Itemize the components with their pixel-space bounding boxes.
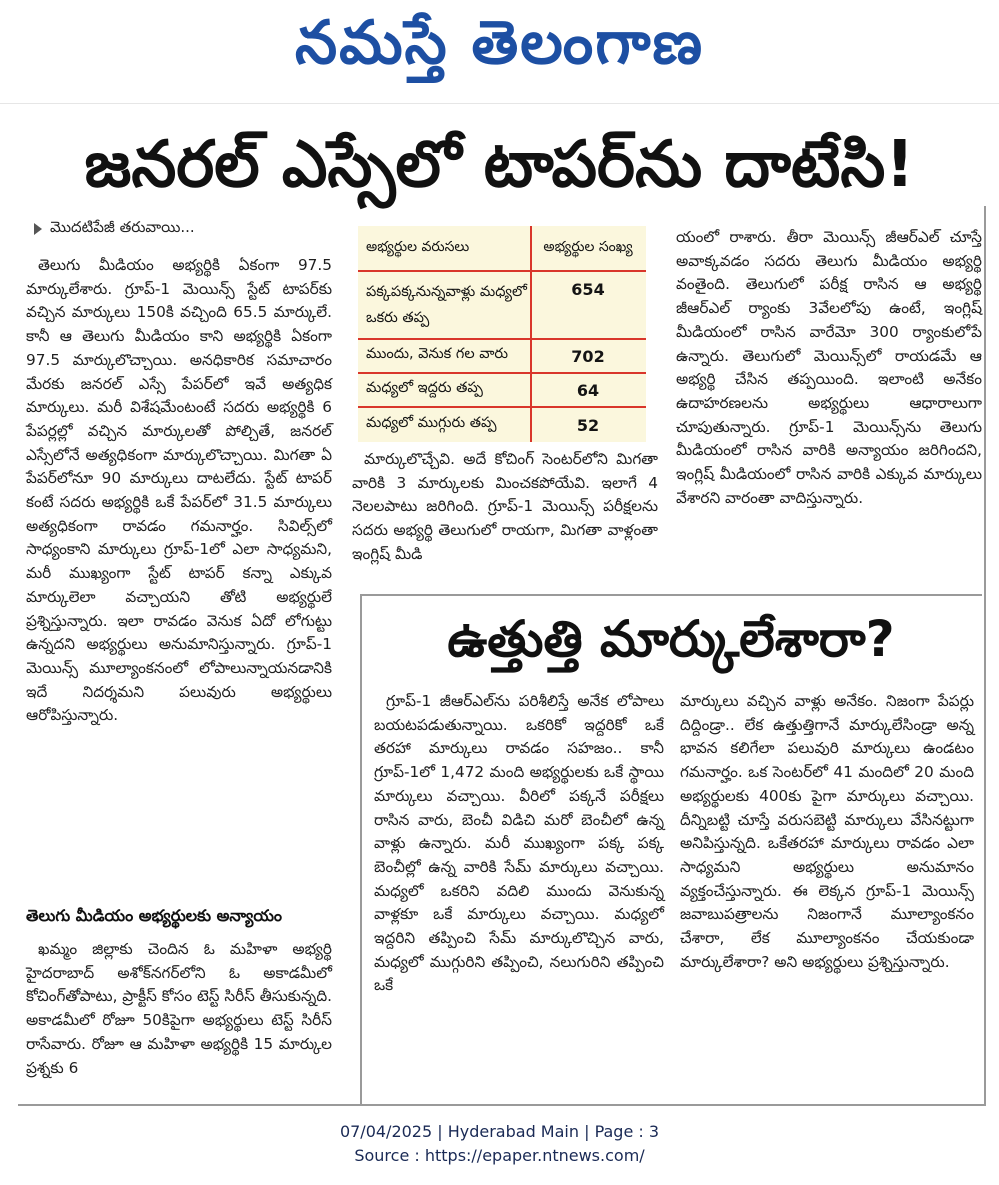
paragraph: యంలో రాశారు. తీరా మెయిన్స్ జీఆర్‌ఎల్ చూస్తే అవాక్కవడం సదరు తెలుగు మీడియం అభ్యర్థి వంతైంది. తెలుగులో పరీక్ష రాసిన ఆ అభ్యర్థి జీఆర్‌ఎల్ ర్యాంకు 3వేలలోపు ఉంటే, ఇంగ్లిష్ మీడియంలో రాసిన వారేమో 300 ర్యాంకులోపే ఉన్నారు. తెలుగులో మెయిన్స్‌లో రాయడమే ఆ అభ్యర్థి చేసిన తప్పయింది. ఇలాంటి అనేకం ఉదాహరణలను అభ్యర్థులు ఆధారాలుగా చూపుతున్నారు. గ్రూప్-1 మెయిన్స్‌ను తెలుగు మీడియంలో రాసిన వారికి అన్యాయం జరిగిందని, ఇంగ్లిష్ మీడియంలో రాసిన వారికి ఎక్కువ మార్కులు వేశారని వారంతా వాదిస్తున్నారు. bbox=[676, 228, 982, 507]
table-row-value: 64 bbox=[576, 380, 600, 400]
table-row-label: ముందు, వెనుక గల వారు bbox=[366, 346, 509, 362]
article-column-1 bbox=[26, 254, 332, 728]
kicker-text: మొదటిపేజీ తరువాయి... bbox=[50, 218, 195, 236]
sidebar-column-1 bbox=[374, 690, 664, 998]
table-column-divider bbox=[530, 226, 532, 442]
paragraph: మార్కులొచ్చేవి. అదే కోచింగ్ సెంటర్‌లోని మిగతా వారికి 3 మార్కులకు మించకపోయేవి. ఇలాగే 4 నెలలపాటు జరిగింది. గ్రూప్-1 మెయిన్స్ పరీక్షలను సదరు అభ్యర్థి తెలుగులో రాయగా, మిగతా వాళ్లంతా ఇంగ్లిష్ మీడి bbox=[352, 450, 658, 563]
candidates-table bbox=[358, 226, 646, 442]
paragraph: మార్కులు వచ్చిన వాళ్లు అనేకం. నిజంగా పేపర్లు దిద్దిండ్రా.. లేక ఉత్తుత్తిగానే మార్కులేసిండ్రా అన్న భావన కలిగేలా పలువురి మార్కులు ఉండటం గమనార్హం. ఒక సెంటర్‌లో 41 మందిలో 20 మంది అభ్యర్థులకు 400కు పైగా మార్కులు వచ్చాయి. దీన్నిబట్టి చూస్తే వరుసబెట్టి మార్కులు వేసినట్టుగా అనిపిస్తున్నది. ఒకేతరహా మార్కులు రావడం ఎలా సాధ్యమని అభ్యర్థులు అనుమానం వ్యక్తంచేస్తున్నారు. ఈ లెక్కన గ్రూప్-1 మెయిన్స్ జవాబుపత్రాలను నిజంగానే మూల్యాంకనం చేశారా, లేక మూల్యాంకనం చేయకుండా మార్కులేశారా? అని అభ్యర్థులు ప్రశ్నిస్తున్నారు. bbox=[680, 692, 974, 971]
masthead-divider bbox=[0, 103, 999, 104]
table-row bbox=[358, 272, 646, 338]
table-row-label: మధ్యలో ముగ్గురు తప్ప bbox=[366, 415, 497, 431]
paragraph: గ్రూప్-1 జీఆర్‌ఎల్‌ను పరిశీలిస్తే అనేక లోపాలు బయటపడుతున్నాయి. ఒకరికో ఇద్దరికో ఒకే తరహా మార్కులు రావడం సహజం.. కానీ గ్రూప్-1లో 1,472 మంది అభ్యర్థులకు ఒకే స్థాయి మార్కులు వచ్చాయి. వీరిలో పక్కనే పరీక్షలు రాసిన వారు, బెంచీ విడిచి మరో బెంచీలో ఉన్న వాళ్లు ఉన్నారు. మరీ ముఖ్యంగా పక్క పక్క బెంచీల్లో ఉన్న వారికి సేమ్ మార్కులు వచ్చాయి. మధ్యలో ఒకరిని వదిలి ముందు వెనుకున్న వాళ్లకూ ఒకే మార్కులు వచ్చాయి. మధ్యలో ఇద్దరిని తప్పించి సేమ్ మార్కులొచ్చిన వారు, మధ్యలో ముగ్గురిని తప్పించి, నలుగురిని తప్పించి ఒకే bbox=[374, 692, 664, 995]
masthead bbox=[0, 0, 999, 100]
table-row-value: 654 bbox=[571, 280, 605, 299]
table-header-label: అభ్యర్థుల వరుసలు bbox=[366, 238, 470, 255]
article-column-2 bbox=[352, 448, 658, 567]
table-row-label: పక్కపక్కనున్నవాళ్లు మధ్యలో ఒకరు తప్ప bbox=[366, 284, 527, 326]
table-row bbox=[358, 374, 646, 406]
table-header-value: అభ్యర్థుల సంఖ్య bbox=[543, 238, 633, 255]
section-subheading: తెలుగు మీడియం అభ్యర్థులకు అన్యాయం bbox=[26, 906, 283, 925]
table-row-value: 52 bbox=[576, 415, 600, 435]
paragraph: తెలుగు మీడియం అభ్యర్థికి ఏకంగా 97.5 మార్కులేశారు. గ్రూప్-1 మెయిన్స్ స్టేట్ టాపర్‌కు వచ్చిన మార్కులు 150కి వచ్చింది 65.5 మార్కులే. కానీ ఆ తెలుగు మీడియం కాని అభ్యర్థికి ఏకంగా 97.5 మార్కులొచ్చాయి. అనధికారిక సమాచారం మేరకు జనరల్ ఎస్సే పేపర్‌లో ఇవే అత్యధిక మార్కులు. మరీ విశేషమేంటంటే సదరు అభ్యర్థికి 6 పేపర్లల్లో వచ్చిన మార్కులతో పోల్చితే, జనరల్ ఎస్సేలోనే అత్యధికంగా మార్కులొచ్చాయి. మిగతా ఏ పేపర్‌లోనూ 90 మార్కులు దాటలేదు. స్టేట్ టాపర్ కంటే సదరు అభ్యర్థికి ఒకే పేపర్‌లో 31.5 మార్కులు అత్యధికంగా రావడం గమనార్హం. సివిల్స్‌లో సాధ్యంకాని మార్కులు గ్రూప్-1లో ఎలా సాధ్యమని, మరీ ముఖ్యంగా స్టేట్ టాపర్ కన్నా ఎక్కువ మార్కులెలా వచ్చాయని తోటి అభ్యర్థులే ప్రశ్నిస్తున్నారు. ఇలా రావడం వెనుక ఏదో లోగుట్టు ఉన్నదని అభ్యర్థులు అనుమానిస్తున్నారు. గ్రూప్-1 మెయిన్స్ మూల్యాంకనంలో లోపాలున్నాయనడానికి ఇదే నిదర్శమని పలువురు అభ్యర్థులు ఆరోపిస్తున్నారు. bbox=[26, 256, 332, 725]
article-column-1-continued bbox=[26, 938, 332, 1080]
sidebar-article-title: ఉత్తుత్తి మార్కులేశారా? bbox=[447, 610, 895, 668]
source-link[interactable]: Source : https://epaper.ntnews.com/ bbox=[354, 1146, 645, 1165]
edition-info: 07/04/2025 | Hyderabad Main | Page : 3 bbox=[339, 1122, 660, 1141]
page-footer bbox=[0, 1120, 999, 1168]
table-row-label: మధ్యలో ఇద్దరు తప్ప bbox=[366, 380, 483, 396]
table-row bbox=[358, 340, 646, 372]
article-headline: జనరల్ ఎస్సేలో టాపర్‌ను దాటేసి! bbox=[84, 128, 915, 202]
sidebar-column-2 bbox=[680, 690, 974, 974]
table-header-row bbox=[358, 226, 646, 270]
table-row-value: 702 bbox=[571, 346, 605, 366]
arrow-right-icon bbox=[34, 223, 42, 235]
newspaper-logo: నమస్తే తెలంగాణ bbox=[294, 8, 705, 78]
article-column-3 bbox=[676, 226, 982, 510]
table-row bbox=[358, 408, 646, 442]
continuation-kicker bbox=[34, 218, 324, 240]
paragraph: ఖమ్మం జిల్లాకు చెందిన ఓ మహిళా అభ్యర్థి హైదరాబాద్ అశోక్‌నగర్‌లోని ఓ అకాడమీలో కోచింగ్‌తోపాటు, ప్రాక్టీస్ కోసం టెస్ట్ సిరీస్ తీసుకున్నది. అకాడమీలో రోజూ 50కిపైగా అభ్యర్థులు టెస్ట్ సిరీస్ రాసేవారు. రోజూ ఆ మహిళా అభ్యర్థికి 15 మార్కుల ప్రశ్నకు 6 bbox=[26, 940, 332, 1077]
